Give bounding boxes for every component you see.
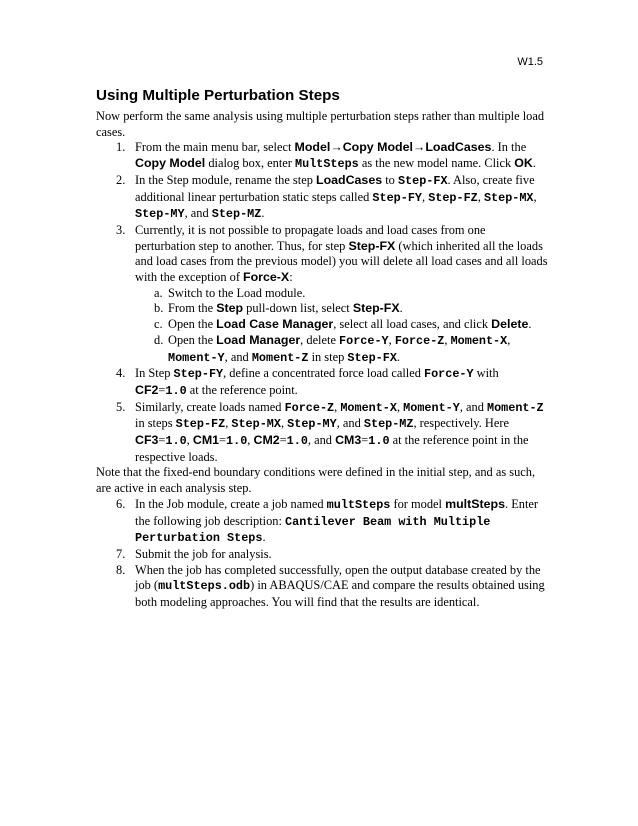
text-run: . Also, create five additional linear perturbation static steps called (135, 172, 535, 204)
text-run: , (334, 399, 341, 414)
list-item-text (135, 173, 548, 223)
sub-list-marker: d. (154, 332, 164, 347)
text-run: In the Job module, create a job named (135, 496, 327, 511)
ui-term: OK (514, 156, 533, 171)
code-term: 1.0 (165, 383, 187, 398)
code-term: Force-Y (424, 367, 474, 382)
list-item-text (135, 140, 548, 172)
ui-term: CM1 (192, 433, 220, 448)
code-term: Step-FX (397, 173, 448, 188)
ui-term: Copy Model (342, 140, 413, 155)
text-run: , (247, 433, 254, 448)
list-item-text (135, 223, 548, 286)
sub-list-marker: c. (154, 317, 163, 332)
list-marker: 1. (116, 140, 126, 155)
text-run: , and (336, 416, 364, 431)
sub-list-item-text (168, 333, 548, 366)
text-run: dialog box, enter (205, 156, 296, 171)
code-term: Cantilever Beam with Multiple Perturbation Steps (135, 514, 491, 546)
code-term: Moment-X (450, 333, 508, 348)
text-run: at the reference point. (186, 382, 298, 397)
text-run: for model (390, 496, 446, 511)
text-run: , and (307, 433, 336, 448)
code-term: Step-MZ (363, 417, 414, 432)
list-item (96, 366, 548, 399)
text-run: Switch to the Load module. (168, 285, 306, 300)
code-term: Force-Y (339, 333, 389, 348)
text-run: . (532, 156, 536, 171)
text-run: In Step (135, 366, 174, 381)
text-run: , (477, 189, 484, 204)
text-run: Open the (168, 332, 217, 347)
code-term: 1.0 (286, 434, 308, 449)
ui-term: LoadCases (316, 172, 383, 187)
sub-list-item (135, 317, 548, 333)
sub-list-item (135, 301, 548, 317)
code-term: Step-FZ (428, 190, 478, 205)
ui-term: Step-FX (352, 301, 400, 316)
list-marker: 2. (116, 172, 126, 187)
text-run: , define a concentrated force load called (223, 366, 424, 381)
list-item (96, 223, 548, 366)
code-term: Step-MY (287, 417, 337, 432)
text-run: in steps (135, 416, 176, 431)
text-run: Similarly, create loads named (135, 399, 285, 414)
text-run: : (289, 270, 293, 285)
ui-term: CF2 (135, 382, 159, 397)
text-run: , and (224, 349, 252, 364)
text-run: , (533, 189, 537, 204)
list-item-text (135, 366, 548, 399)
code-term: 1.0 (226, 434, 248, 449)
text-run: , select all load cases, and click (333, 317, 492, 332)
ui-term: Delete (491, 317, 529, 332)
page-number: W1.5 (517, 56, 543, 68)
code-term: Moment-Y (168, 350, 225, 365)
text-run: . (261, 206, 265, 221)
text-run: When the job has completed successfully, open the output database created by the job ( (135, 562, 541, 593)
ui-term: CF3 (135, 433, 159, 448)
text-run: , (396, 399, 404, 414)
code-term: multSteps.odb (158, 579, 251, 594)
ui-term: CM2 (253, 433, 280, 448)
code-term: Step-FY (372, 190, 422, 205)
list-marker: 3. (116, 222, 126, 237)
text-run: with (473, 366, 499, 381)
code-term: 1.0 (165, 434, 187, 449)
list-marker: 5. (116, 399, 126, 414)
text-run: , (280, 416, 288, 431)
code-term: Step-FZ (175, 417, 226, 432)
job-steps-list (96, 497, 548, 611)
text-run: to (382, 172, 398, 187)
ui-term: → (412, 140, 426, 155)
text-run: , and (459, 399, 487, 414)
code-term: Step-FY (173, 367, 224, 382)
code-term: Moment-X (340, 400, 397, 415)
text-run: . (396, 349, 401, 364)
list-item (96, 547, 548, 563)
sub-list (135, 286, 548, 367)
ui-term: LoadCases (425, 140, 492, 155)
list-item-text (135, 400, 548, 466)
list-marker: 6. (116, 496, 126, 511)
code-term: Step-MX (483, 190, 534, 205)
code-term: Moment-Z (251, 350, 309, 365)
text-run: , (444, 332, 451, 347)
sub-list-item (135, 286, 548, 302)
steps-list (96, 140, 548, 465)
ui-term: Model (294, 140, 331, 155)
text-run: at the reference point in the respective loads. (135, 433, 529, 464)
ui-term: Load Manager (216, 332, 301, 347)
note-paragraph: Note that the fixed-end boundary conditions were defined in the initial step, and as such, are active in each analysis step. (96, 465, 536, 496)
sub-list-marker: b. (154, 301, 164, 316)
code-term: Step-MZ (211, 207, 262, 222)
text-run: . In the (491, 140, 527, 155)
text-run: as the new model name. Click (358, 156, 515, 171)
text-run: From the main menu bar, select (135, 140, 295, 155)
text-run: , (225, 416, 232, 431)
text-run: (which inherited all the loads and load cases from the previous model) you will delete all load cases and all loads with the exception of (135, 238, 548, 285)
intro-paragraph: Now perform the same analysis using multiple perturbation steps rather than multiple load cases. (96, 109, 545, 139)
code-term: MultSteps (295, 157, 359, 172)
text-run: = (279, 433, 287, 448)
text-run: . (399, 301, 403, 316)
text-run: Currently, it is not possible to propagate loads and load cases from one perturbation step to another. Thus, for step (135, 222, 486, 253)
ui-term: Copy Model (135, 156, 206, 171)
text-run: . (262, 530, 266, 545)
text-run: = (158, 382, 166, 397)
text-run: , (507, 332, 511, 347)
ui-term: Step-FX (348, 238, 396, 253)
text-run: . (528, 317, 532, 332)
text-run: = (158, 433, 166, 448)
ui-term: Load Case Manager (216, 317, 334, 332)
ui-term: CM3 (335, 433, 362, 448)
sub-list-item (135, 333, 548, 366)
sub-list-item-text (168, 317, 548, 333)
section-title: Using Multiple Perturbation Steps (96, 87, 340, 104)
sub-list-marker: a. (154, 285, 163, 300)
page-content (96, 87, 548, 611)
text-run: ) in ABAQUS/CAE and compare the results obtained using both modeling approaches. You will find that the results are identical. (135, 578, 545, 610)
text-run: = (219, 433, 227, 448)
code-term: Force-Z (394, 333, 445, 348)
text-run: , (421, 189, 429, 204)
list-item (96, 563, 548, 611)
code-term: Step-MX (231, 417, 281, 432)
code-term: 1.0 (368, 434, 390, 449)
list-item-text (135, 497, 548, 547)
ui-term: → (330, 140, 343, 155)
text-run: . Enter the following job description: (135, 496, 539, 528)
code-term: Force-Z (284, 400, 335, 415)
ui-term: Step (216, 301, 244, 316)
list-item (96, 173, 548, 223)
list-item-text (135, 547, 548, 563)
text-run: , and (184, 206, 212, 221)
ui-term: Force-X (243, 270, 290, 285)
sub-list-item-text (168, 286, 548, 302)
list-marker: 8. (116, 562, 126, 577)
list-item-text (135, 563, 548, 611)
code-term: Step-MY (135, 207, 185, 222)
code-term: multSteps (326, 497, 391, 512)
code-term: Moment-Y (403, 400, 460, 415)
list-item (96, 497, 548, 547)
code-term: Step-FX (347, 350, 397, 365)
text-run: , (186, 433, 193, 448)
list-marker: 7. (116, 546, 126, 561)
code-term: Moment-Z (487, 400, 544, 415)
text-run: In the Step module, rename the step (135, 172, 316, 187)
text-run: , delete (300, 332, 340, 347)
list-marker: 4. (116, 366, 126, 381)
text-run: in step (308, 349, 348, 364)
text-run: pull-down list, select (243, 301, 353, 316)
sub-list-item-text (168, 301, 548, 317)
text-run: From the (168, 301, 217, 316)
list-item (96, 140, 548, 172)
ui-term: multSteps (445, 496, 505, 511)
text-run: , (388, 332, 395, 347)
text-run: Open the (168, 317, 217, 332)
text-run: = (361, 433, 369, 448)
text-run: Submit the job for analysis. (135, 546, 272, 561)
text-run: , respectively. Here (413, 416, 509, 431)
list-item (96, 400, 548, 466)
